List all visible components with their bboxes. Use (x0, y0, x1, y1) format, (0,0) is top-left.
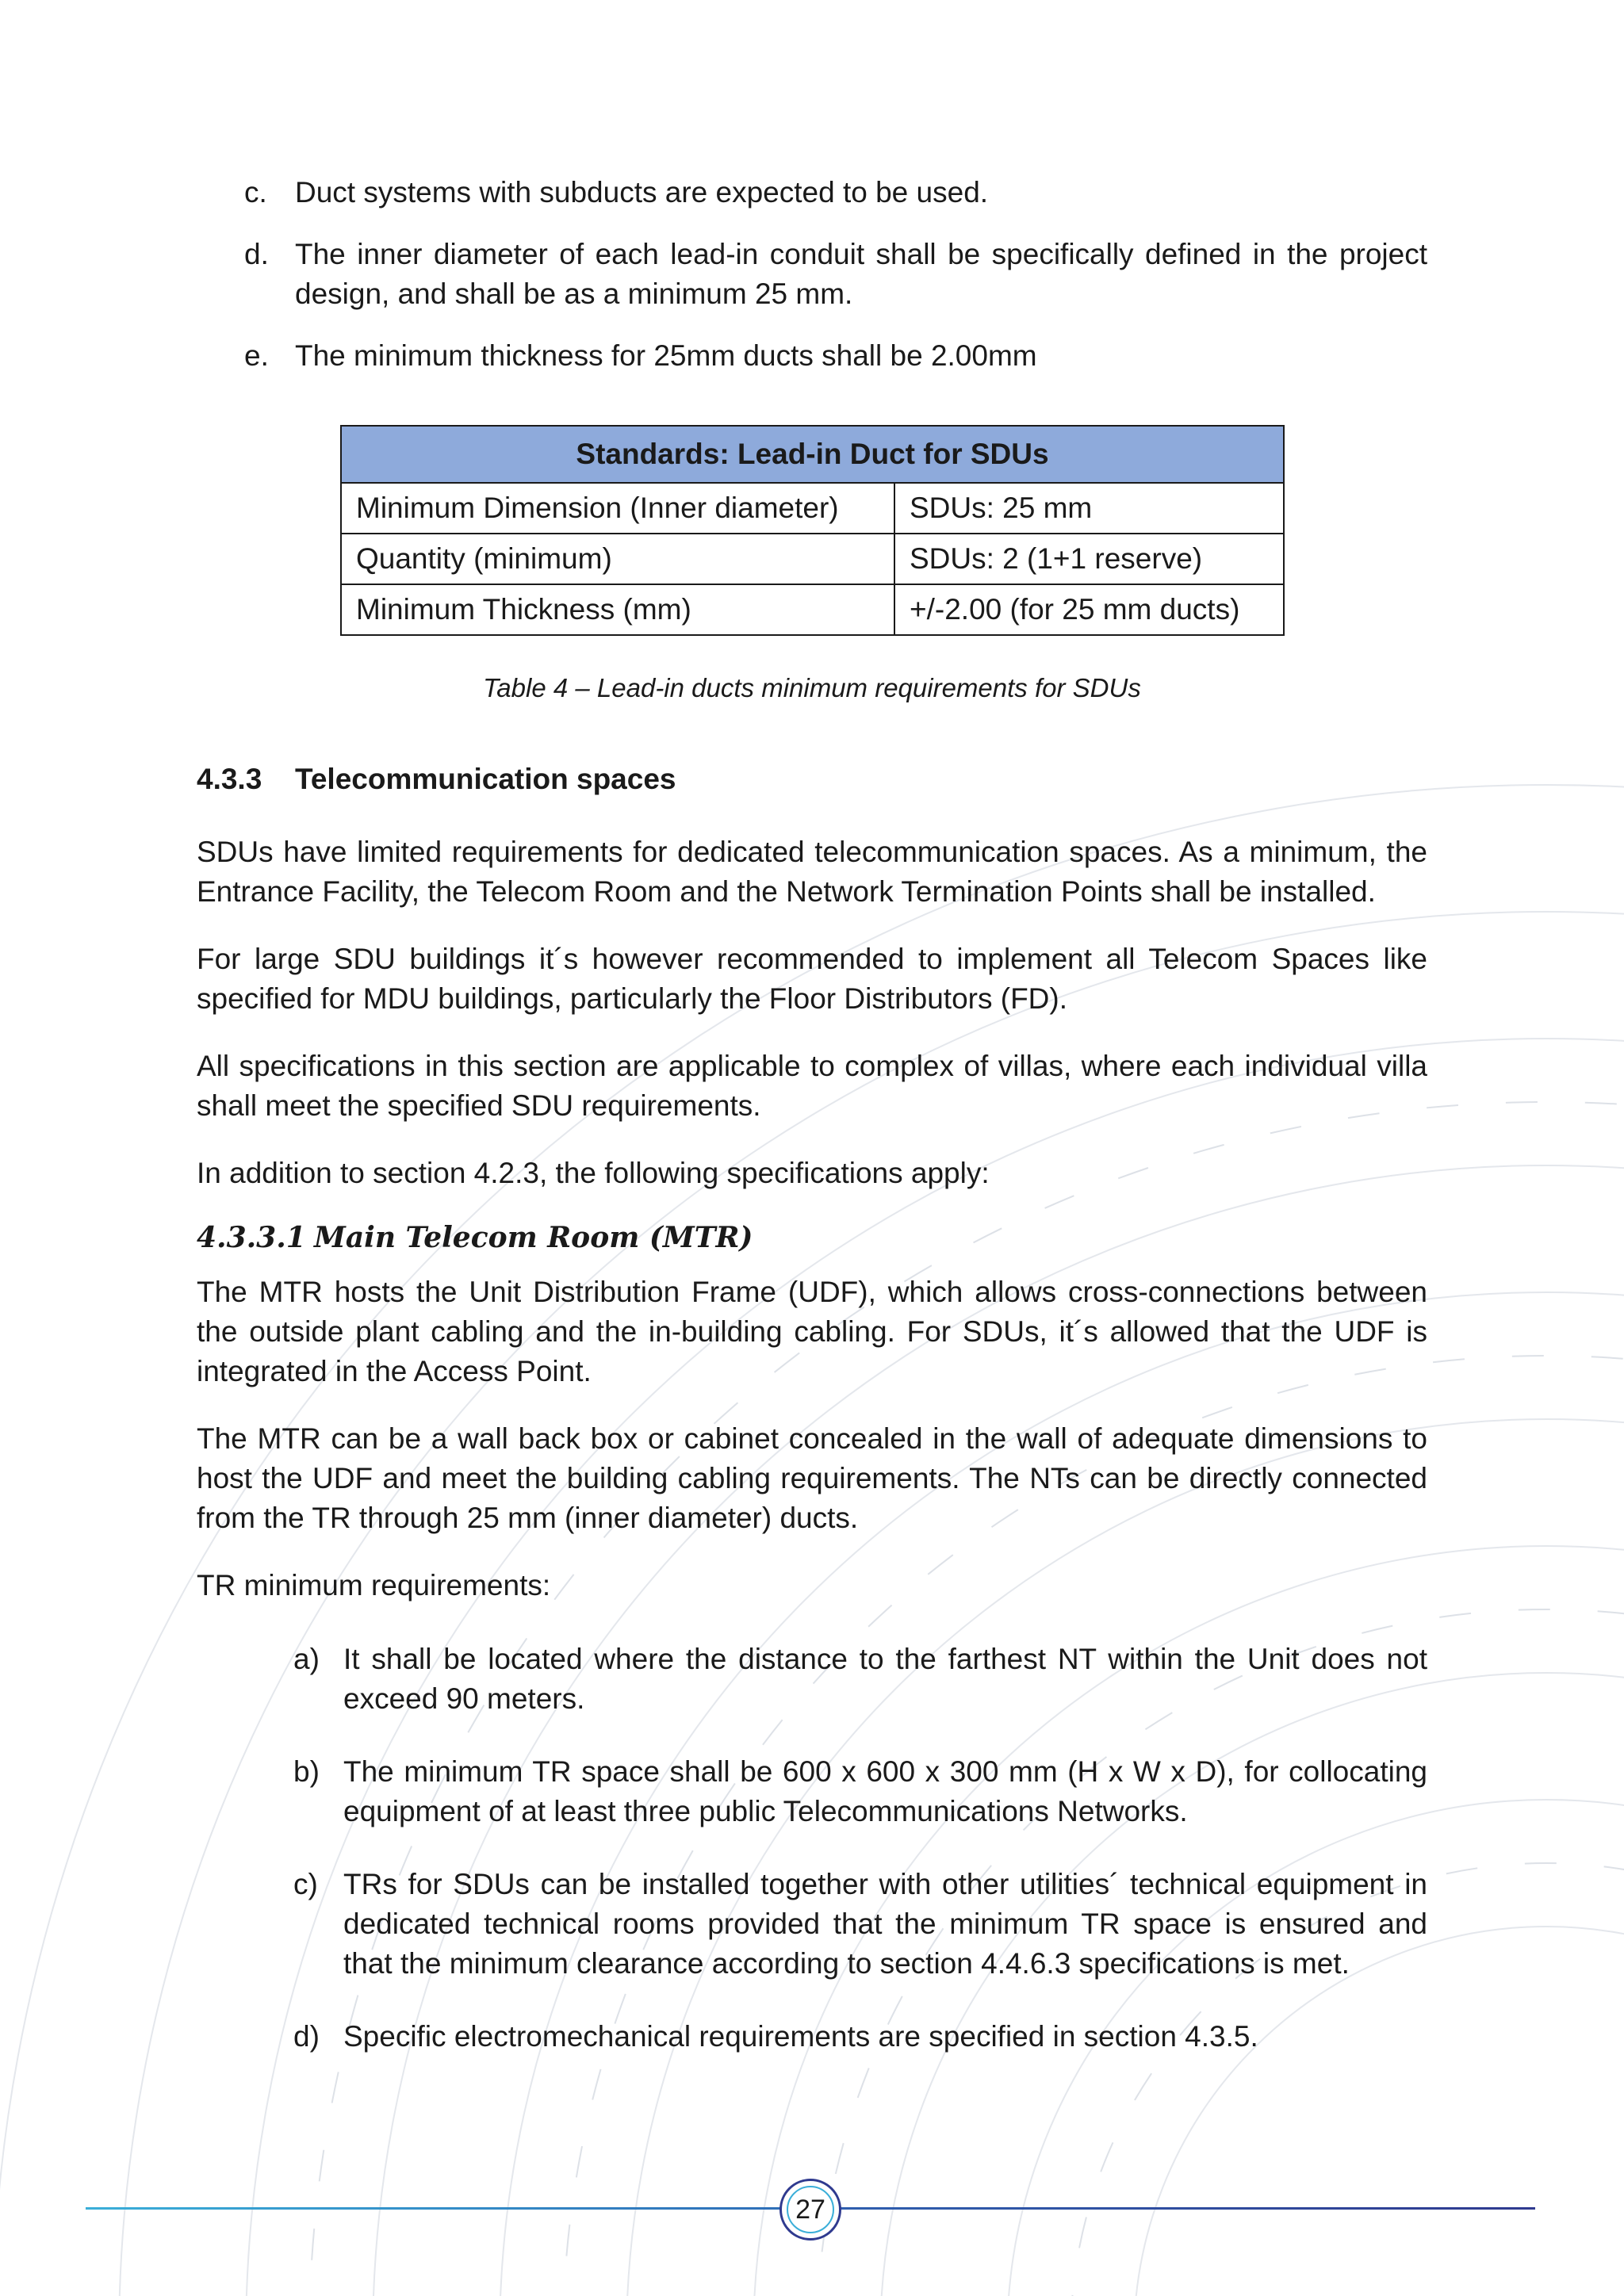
list-marker: c. (244, 176, 267, 209)
paragraph: TR minimum requirements: (197, 1569, 551, 1601)
list-marker: c) (293, 1868, 318, 1900)
list-marker: b) (293, 1755, 320, 1788)
table-cell: SDUs: 25 mm (894, 483, 1284, 534)
paragraph: The MTR hosts the Unit Distribution Frame (UDF), which allows cross-connections between the outside plant cabling and the in-building cabling. For SDUs, it´s allowed that the UDF is integrated in the Access Point. (197, 1276, 1427, 1387)
subsection-heading (197, 1218, 753, 1257)
paragraph: All specifications in this section are applicable to complex of villas, where each individual villa shall meet the specified SDU requirements. (197, 1050, 1427, 1122)
list-text: Specific electromechanical requirements are specified in section 4.3.5. (343, 2020, 1258, 2053)
subsection-title: Main Telecom Room (MTR) (314, 1221, 753, 1254)
paragraph: In addition to section 4.2.3, the following specifications apply: (197, 1157, 990, 1189)
list-item (244, 235, 1427, 314)
paragraph: For large SDU buildings it´s however recommended to implement all Telecom Spaces like specified for MDU buildings, particularly the Floor Distributors (FD). (197, 943, 1427, 1015)
list-item (293, 2017, 1427, 2057)
paragraph: The MTR can be a wall back box or cabinet concealed in the wall of adequate dimensions to host the UDF and meet the building cabling requirements. The NTs can be directly connected from the TR through 25 mm (inner diameter) ducts. (197, 1422, 1427, 1534)
table-cell: +/-2.00 (for 25 mm ducts) (894, 584, 1284, 635)
table-caption: Table 4 – Lead-in ducts minimum requirements for SDUs (483, 673, 1141, 702)
page-number-badge (779, 2179, 841, 2241)
list-item (244, 173, 1427, 212)
section-title: Telecommunication spaces (295, 763, 676, 795)
table-row (341, 584, 1284, 635)
list-text: Duct systems with subducts are expected to be used. (295, 176, 989, 209)
paragraph: SDUs have limited requirements for dedicated telecommunication spaces. As a minimum, the Entrance Facility, the Telecom Room and the Network Termination Points shall be installed. (197, 836, 1427, 908)
subsection-number: 4.3.3.1 (197, 1221, 306, 1254)
list-item (293, 1752, 1427, 1831)
standards-table (340, 425, 1285, 636)
table-cell: Minimum Thickness (mm) (341, 584, 894, 635)
list-text: It shall be located where the distance to the farthest NT within the Unit does not exceed 90 meters. (343, 1643, 1427, 1715)
table-header: Standards: Lead-in Duct for SDUs (341, 426, 1284, 483)
list-item (293, 1640, 1427, 1719)
footer-rule-right (839, 2207, 1535, 2210)
section-heading (197, 760, 676, 799)
list-item (244, 336, 1427, 376)
table-row (341, 483, 1284, 534)
list-text: The minimum thickness for 25mm ducts shall be 2.00mm (295, 339, 1037, 372)
list-marker: d) (293, 2020, 320, 2053)
list-text: TRs for SDUs can be installed together with other utilities´ technical equipment in dedicated technical rooms provided that the minimum TR space is ensured and that the minimum clearance according to section 4.4.6.3 specifications is met. (343, 1868, 1427, 1980)
table-cell: SDUs: 2 (1+1 reserve) (894, 534, 1284, 584)
list-text: The minimum TR space shall be 600 x 600 x 300 mm (H x W x D), for collocating equipment of at least three public Telecommunications Networks. (343, 1755, 1427, 1827)
list-marker: a) (293, 1643, 320, 1675)
table-cell: Quantity (minimum) (341, 534, 894, 584)
table-cell: Minimum Dimension (Inner diameter) (341, 483, 894, 534)
table-row (341, 534, 1284, 584)
page-number: 27 (795, 2195, 825, 2225)
footer-rule-left (86, 2207, 782, 2210)
list-marker: d. (244, 238, 269, 270)
section-number: 4.3.3 (197, 763, 262, 795)
list-item (293, 1865, 1427, 1984)
list-text: The inner diameter of each lead-in conduit shall be specifically defined in the project design, and shall be as a minimum 25 mm. (295, 238, 1427, 310)
list-marker: e. (244, 339, 269, 372)
